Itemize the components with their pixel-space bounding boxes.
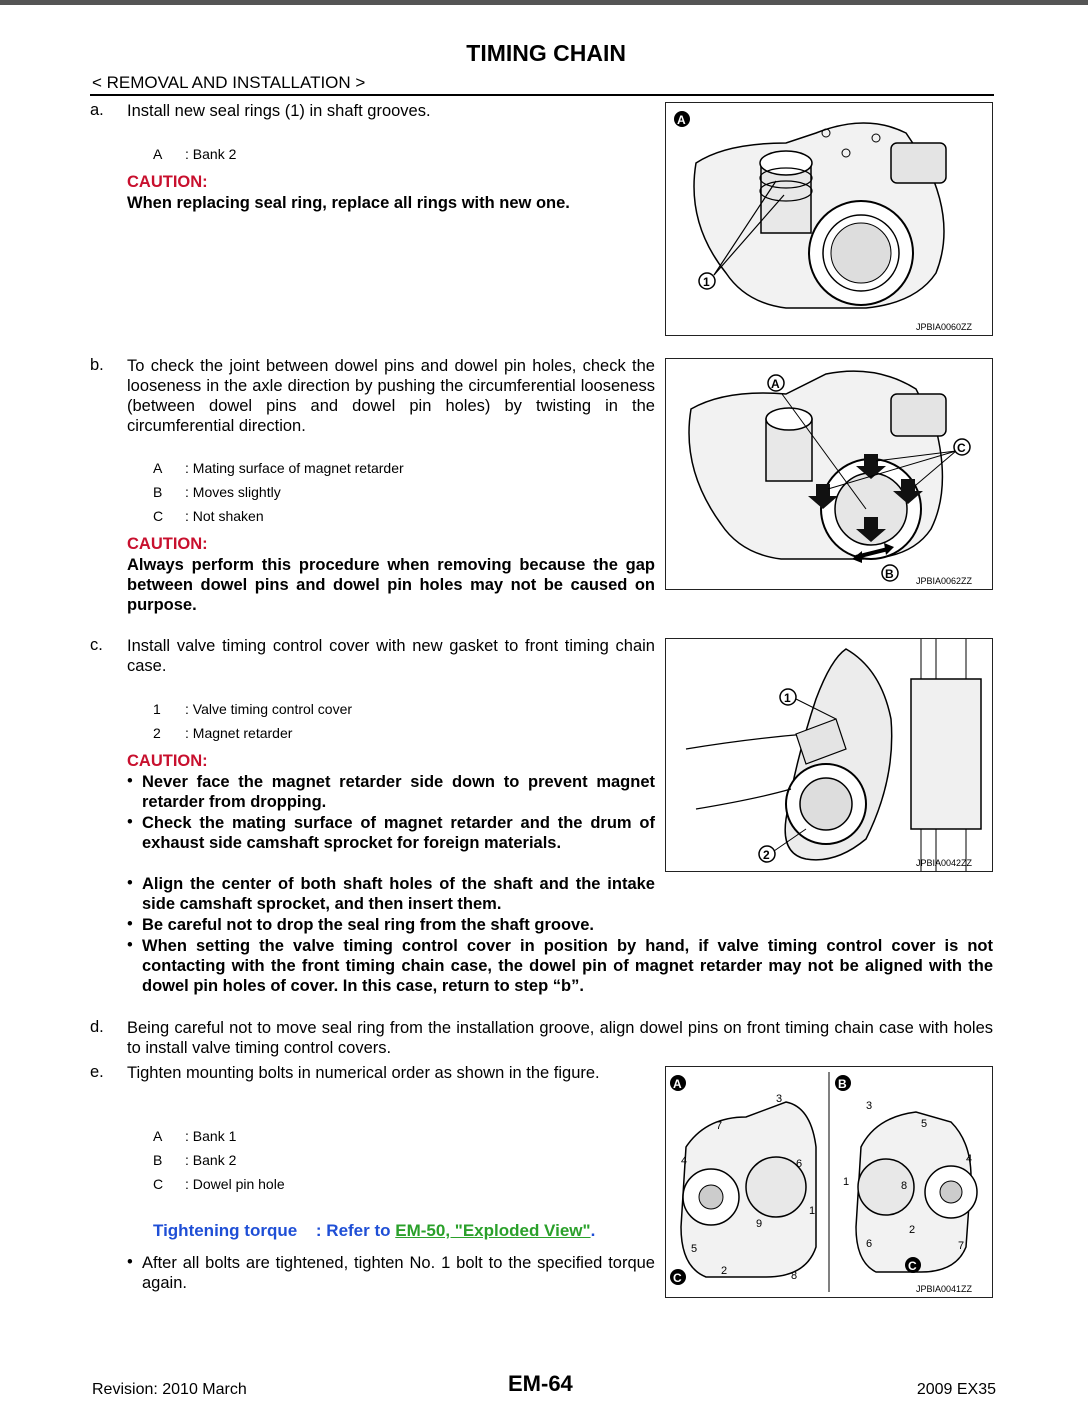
step-d-label: d. [90,1018,104,1036]
legend-value: : Bank 1 [185,1128,237,1144]
torque-end: . [590,1221,596,1240]
caution-text: When replacing seal ring, replace all rings with new one. [127,194,570,212]
torque-refer: : Refer to [315,1221,396,1240]
svg-text:2: 2 [763,848,770,862]
svg-text:7: 7 [716,1120,723,1132]
dowel-check-illustration [666,359,992,589]
exploded-view-link[interactable]: EM-50, "Exploded View" [395,1221,591,1240]
caution-title: CAUTION: [127,535,208,553]
caution-title: CAUTION: [127,173,208,191]
bullet-dot: • [127,813,133,831]
legend-value: : Moves slightly [185,484,281,500]
legend-value: : Mating surface of magnet retarder [185,460,404,476]
svg-text:9: 9 [756,1218,763,1230]
svg-text:B: B [885,567,894,581]
figure-vtc-cover [665,638,993,872]
vehicle-model: 2009 EX35 [916,1381,996,1398]
svg-text:8: 8 [791,1270,798,1282]
bullet-dot: • [127,936,133,954]
vtc-cover-illustration [666,639,992,871]
svg-text:8: 8 [901,1180,908,1192]
svg-text:6: 6 [796,1158,803,1170]
bullet-dot: • [127,772,133,790]
legend-value: : Valve timing control cover [185,701,353,717]
step-d-text: Being careful not to move seal ring from the installation groove, align dowel pins on front timing chain case with holes to install valve timing control covers. [127,1019,993,1057]
caution-text: Always perform this procedure when removing because the gap between dowel pins and dowel pin holes may not be caused on purpose. [127,556,655,614]
svg-text:A: A [771,377,780,391]
figure-code: JPBIA0062ZZ [915,576,972,586]
svg-text:7: 7 [958,1240,965,1252]
bullet-dot: • [127,1253,133,1271]
svg-text:3: 3 [866,1100,873,1112]
figure-bolt-order [665,1066,993,1298]
caution-bullet: Never face the magnet retarder side down to prevent magnet retarder from dropping. [142,773,655,811]
svg-text:1: 1 [784,691,791,705]
figure-dowel-check [665,358,993,590]
legend-key: 1 [153,701,161,717]
step-b-text: To check the joint between dowel pins and dowel pin holes, check the looseness in the axle direction by pushing the circumferential looseness (between dowel pins and dowel pin holes) by twisting in the circumferential direction. [127,357,655,435]
svg-text:3: 3 [776,1093,783,1105]
svg-text:1: 1 [843,1176,850,1188]
caution-bullet: When setting the valve timing control cover in position by hand, if valve timing control cover is not contacting with the front timing chain case, the dowel pin of magnet retarder may not be aligned with the dowel pin holes of cover. In this case, return to step “b”. [142,937,993,995]
step-e-label: e. [90,1063,104,1081]
legend-value: : Bank 2 [185,1152,237,1168]
legend-value: : Not shaken [185,508,264,524]
legend-key: A [153,146,163,162]
step-c-label: c. [90,636,103,654]
legend-key: C [153,508,164,524]
top-border [0,0,1088,5]
step-b-label: b. [90,356,104,374]
svg-text:C: C [957,441,966,455]
svg-text:1: 1 [703,275,710,289]
legend-key: C [153,1176,164,1192]
bullet-dot: • [127,874,133,892]
caution-bullet: Check the mating surface of magnet retarder and the drum of exhaust side camshaft sprocket for foreign materials. [142,814,655,852]
caution-bullet: Align the center of both shaft holes of the shaft and the intake side camshaft sprocket, and then insert them. [142,875,655,913]
caution-bullet: Be careful not to drop the seal ring from the shaft groove. [142,916,594,934]
bullet-dot: • [127,915,133,933]
svg-text:C: C [908,1259,917,1273]
svg-text:2: 2 [721,1265,728,1277]
figure-seal-rings [665,102,993,336]
step-a-text: Install new seal rings (1) in shaft grooves. [127,102,431,120]
legend-key: 2 [153,725,161,741]
svg-text:4: 4 [966,1153,973,1165]
figure-code: JPBIA0042ZZ [915,858,972,868]
tightening-torque [153,1221,595,1241]
seal-rings-illustration [666,103,992,335]
after-bolts-text: After all bolts are tightened, tighten No. 1 bolt to the specified torque again. [142,1254,655,1292]
svg-text:6: 6 [866,1238,873,1250]
svg-text:A: A [677,113,686,127]
header-rule [90,94,994,96]
step-c-text: Install valve timing control cover with new gasket to front timing chain case. [127,637,655,675]
figure-code: JPBIA0060ZZ [915,322,972,332]
svg-text:C: C [673,1271,682,1285]
legend-key: B [153,484,163,500]
svg-text:A: A [673,1077,682,1091]
svg-text:B: B [838,1077,847,1091]
svg-text:2: 2 [909,1224,916,1236]
bolt-order-illustration [666,1067,992,1297]
legend-key: A [153,1128,163,1144]
section-heading: < REMOVAL AND INSTALLATION > [92,73,366,92]
svg-text:1: 1 [809,1205,816,1217]
svg-text:4: 4 [681,1155,688,1167]
revision-date: Revision: 2010 March [92,1381,247,1398]
svg-text:5: 5 [691,1243,698,1255]
step-e-text: Tighten mounting bolts in numerical order as shown in the figure. [127,1064,600,1082]
legend-key: B [153,1152,163,1168]
legend-value: : Magnet retarder [185,725,293,741]
figure-code: JPBIA0041ZZ [915,1284,972,1294]
torque-label: Tightening torque [153,1221,298,1240]
legend-value: : Bank 2 [185,146,237,162]
step-a-label: a. [90,101,104,119]
caution-title: CAUTION: [127,752,208,770]
svg-text:5: 5 [921,1118,928,1130]
legend-value: : Dowel pin hole [185,1176,285,1192]
page-title: TIMING CHAIN [466,40,626,66]
legend-key: A [153,460,163,476]
page-number: EM-64 [508,1371,573,1396]
